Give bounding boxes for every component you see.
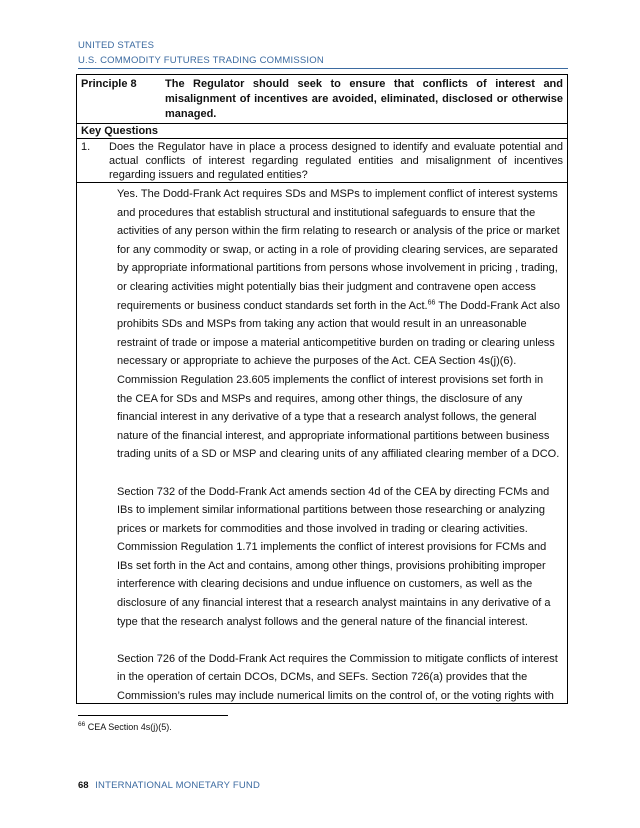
header-country: UNITED STATES [78, 40, 155, 51]
page-footer [78, 780, 260, 791]
answer-cell [77, 183, 567, 703]
answer-paragraph-3: Section 726 of the Dodd-Frank Act requires the Commission to mitigate conflicts of interest in the operation of certain DCOs, DCMs, and SEFs. Section 726(a) provides that the Commission’s rules may include numerical limits on the control of, or the voting rights with [117, 652, 558, 703]
principle-row [77, 75, 567, 124]
footnote-number: 66 [78, 721, 86, 728]
question-text: Does the Regulator have in place a process designed to identify and evaluate potential and actual conflicts of interest regarding regulated entities and misalignment of incentives regarding issuers and regulated entities? [109, 141, 563, 181]
footnote-reference: 66 [427, 298, 436, 306]
answer-paragraph-2: Section 732 of the Dodd-Frank Act amends section 4d of the CEA by directing FCMs and IBs to implement similar informational partitions between those researching or analyzing prices or markets for commodities and those involved in trading or clearing activities. Commission Regulation 1.71 implements the conflict of interest provisions for FCMs and IBs set forth in the Act and contains, among other things, provisions prohibiting improper interference with clearing decisions and undue influence on customers, as well as the disclosure of any financial interest that a research analyst maintains in any derivative of a type that the research analyst follows and the general nature of the financial interest. [117, 485, 551, 628]
principle-label: Principle 8 [81, 78, 137, 90]
footnote [78, 722, 172, 732]
footnote-text: CEA Section 4s(j)(5). [85, 722, 172, 732]
answer-paragraph-1-start: Yes. The Dodd-Frank Act requires SDs and MSPs to implement conflict of interest systems and procedures that establish structural and institutional safeguards to ensure that the activities of any person within the firm relating to research or analysis of the price or market for any commodity or swap, or acting in a role of providing clearing services, are separated by appropriate informational partitions from persons whose involvement in pricing , trading, or clearing activities might potentially bias their judgment and contravene open access requirements or business conduct standards set forth in the Act. [117, 188, 560, 312]
answer-paragraph-1-end: The Dodd-Frank Act also prohibits SDs and MSPs from taking any action that would result in an unreasonable restraint of trade or impose a material anticompetitive burden on trading or clearing unless necessary or appropriate to achieve the purposes of the Act. CEA Section 4s(j)(6). Commission Regulation 23.605 implements the conflict of interest provisions set forth in the CEA for SDs and MSPs and requires, among other things, the disclosure of any financial interest in any derivative of a type that a research analyst follows, the general nature of the financial interest, and appropriate informational partitions between business trading units of a SD or MSP and clearing units of any affiliated clearing member of a DCO. [117, 299, 560, 461]
page-number: 68 [78, 780, 89, 791]
key-questions-heading: Key Questions [77, 124, 567, 139]
principle-text: The Regulator should seek to ensure that conflicts of interest and misalignment of incentives are avoided, eliminated, disclosed or otherwise managed. [165, 78, 563, 120]
principle-table [76, 74, 568, 704]
footer-organization: INTERNATIONAL MONETARY FUND [95, 780, 261, 791]
question-row [77, 139, 567, 183]
header-agency: U.S. COMMODITY FUTURES TRADING COMMISSION [78, 55, 324, 66]
footnote-rule [78, 715, 228, 716]
header-rule [78, 68, 568, 69]
question-number: 1. [81, 141, 91, 153]
answer-paragraph-1 [117, 185, 561, 464]
